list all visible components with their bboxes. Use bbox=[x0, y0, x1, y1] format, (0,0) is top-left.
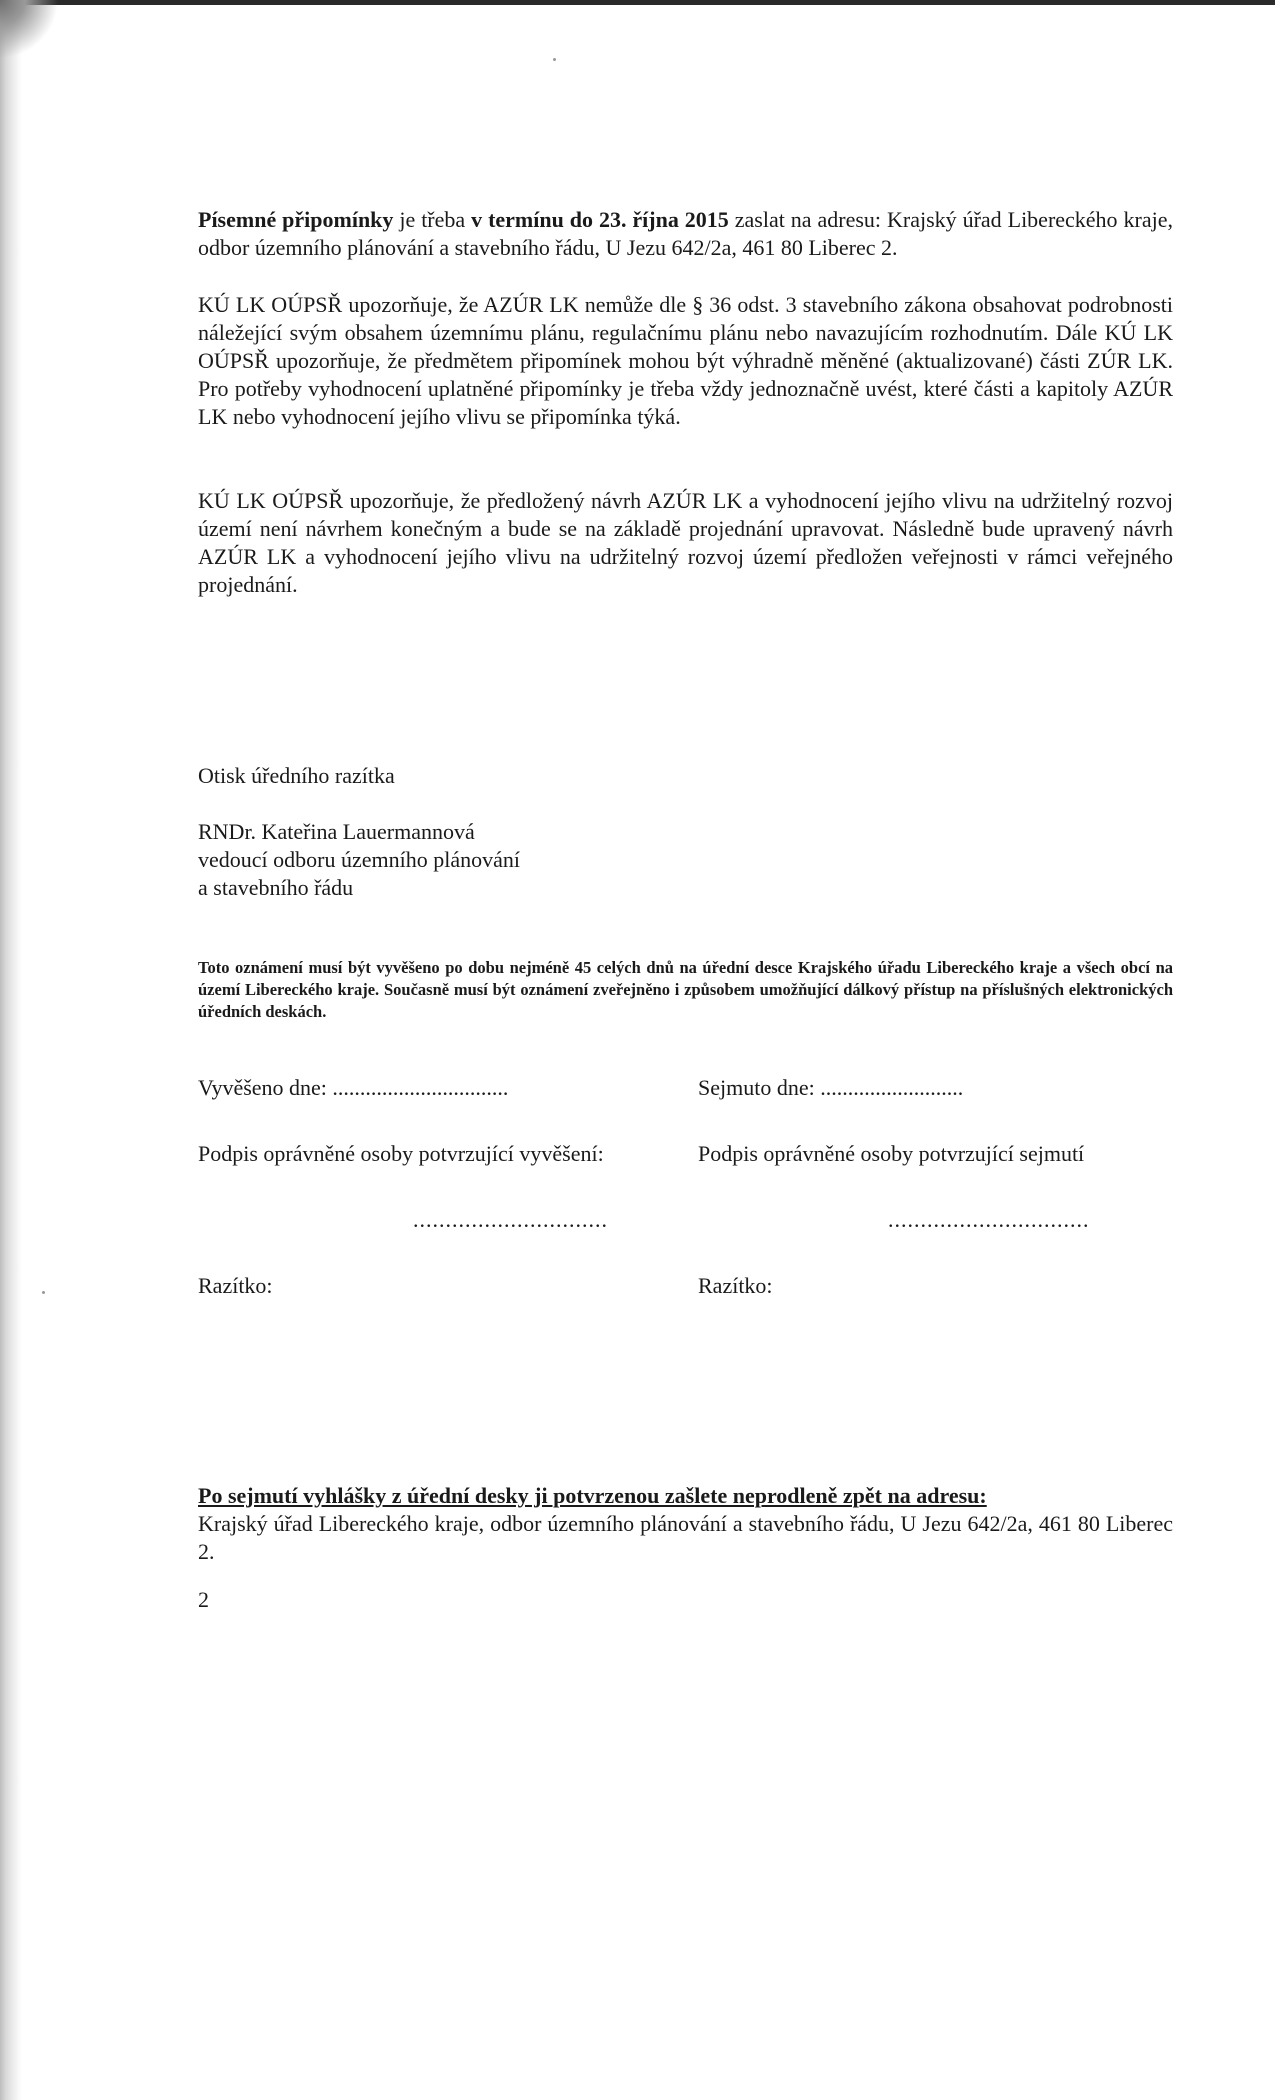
deadline-paragraph bbox=[198, 206, 1173, 262]
posted-stamp-label: Razítko: bbox=[198, 1273, 273, 1298]
removed-signature-line: ............................... bbox=[888, 1207, 1090, 1232]
scan-corner-shadow bbox=[0, 0, 60, 60]
removed-stamp-label: Razítko: bbox=[698, 1273, 773, 1298]
scan-edge-left bbox=[0, 0, 22, 2100]
scan-speck bbox=[42, 1291, 45, 1294]
signatory-role-line-2: a stavebního řádu bbox=[198, 875, 354, 900]
deadline-address: zaslat na adresu: Krajský úřad Libereckého kraje, odbor územního plánování a stavebního řádu, U Jezu 642/2a, 461 80 Liberec 2. bbox=[198, 207, 1173, 260]
posted-signature-label: Podpis oprávněné osoby potvrzující vyvěšení: bbox=[198, 1141, 604, 1166]
removed-signature-label: Podpis oprávněné osoby potvrzující sejmutí bbox=[698, 1141, 1085, 1166]
signature-block bbox=[198, 818, 1173, 902]
paragraph-restrictions: KÚ LK OÚPSŘ upozorňuje, že AZÚR LK nemůže dle § 36 odst. 3 stavebního zákona obsahovat podrobnosti náležející svým obsahem územnímu plánu, regulačnímu plánu nebo navazujícím rozhodnutím. Dále KÚ LK OÚPSŘ upozorňuje, že předmětem připomínek mohou být výhradně měněné (aktualizované) části ZÚR LK. Pro potřeby vyhodnocení uplatněné připomínky je třeba vždy jednoznačně uvést, které části a kapitoly AZÚR LK nebo vyhodnocení jejího vlivu se připomínka týká. bbox=[198, 292, 1173, 429]
posting-notice: Toto oznámení musí být vyvěšeno po dobu nejméně 45 celých dnů na úřední desce Krajského úřadu Libereckého kraje a všech obcí na území Libereckého kraje. Současně musí být oznámení zveřejněno i způsobem umožňující dálkový přístup na příslušných elektronických úředních deskách. bbox=[198, 958, 1173, 1021]
posted-signature-line: .............................. bbox=[413, 1207, 608, 1232]
return-address: Krajský úřad Libereckého kraje, odbor územního plánování a stavebního řádu, U Jezu 642/2a, 461 80 Liberec 2. bbox=[198, 1511, 1173, 1564]
deadline-mid: je třeba bbox=[393, 207, 472, 232]
scan-edge-top bbox=[0, 0, 1275, 5]
signatory-role-line-1: vedoucí odboru územního plánování bbox=[198, 847, 520, 872]
posted-date-field: Vyvěšeno dne: ................................ bbox=[198, 1075, 509, 1100]
signatory-name: RNDr. Kateřina Lauermannová bbox=[198, 819, 475, 844]
paragraph-draft-note: KÚ LK OÚPSŘ upozorňuje, že předložený návrh AZÚR LK a vyhodnocení jejího vlivu na udržitelný rozvoj území není návrhem konečným a bude se na základě projednání upravovat. Následně bude upravený návrh AZÚR LK a vyhodnocení jejího vlivu na udržitelný rozvoj území předložen veřejnosti v rámci veřejného projednání. bbox=[198, 488, 1173, 597]
deadline-bold-lead: Písemné připomínky bbox=[198, 207, 394, 232]
removed-date-field: Sejmuto dne: .......................... bbox=[698, 1075, 964, 1100]
deadline-date: v termínu do 23. října 2015 bbox=[471, 207, 729, 232]
page-number: 2 bbox=[198, 1587, 209, 1612]
stamp-label: Otisk úředního razítka bbox=[198, 763, 395, 788]
return-instruction-heading: Po sejmutí vyhlášky z úřední desky ji potvrzenou zašlete neprodleně zpět na adresu: bbox=[198, 1483, 987, 1508]
scan-speck bbox=[553, 58, 556, 61]
return-instruction bbox=[198, 1482, 1173, 1566]
